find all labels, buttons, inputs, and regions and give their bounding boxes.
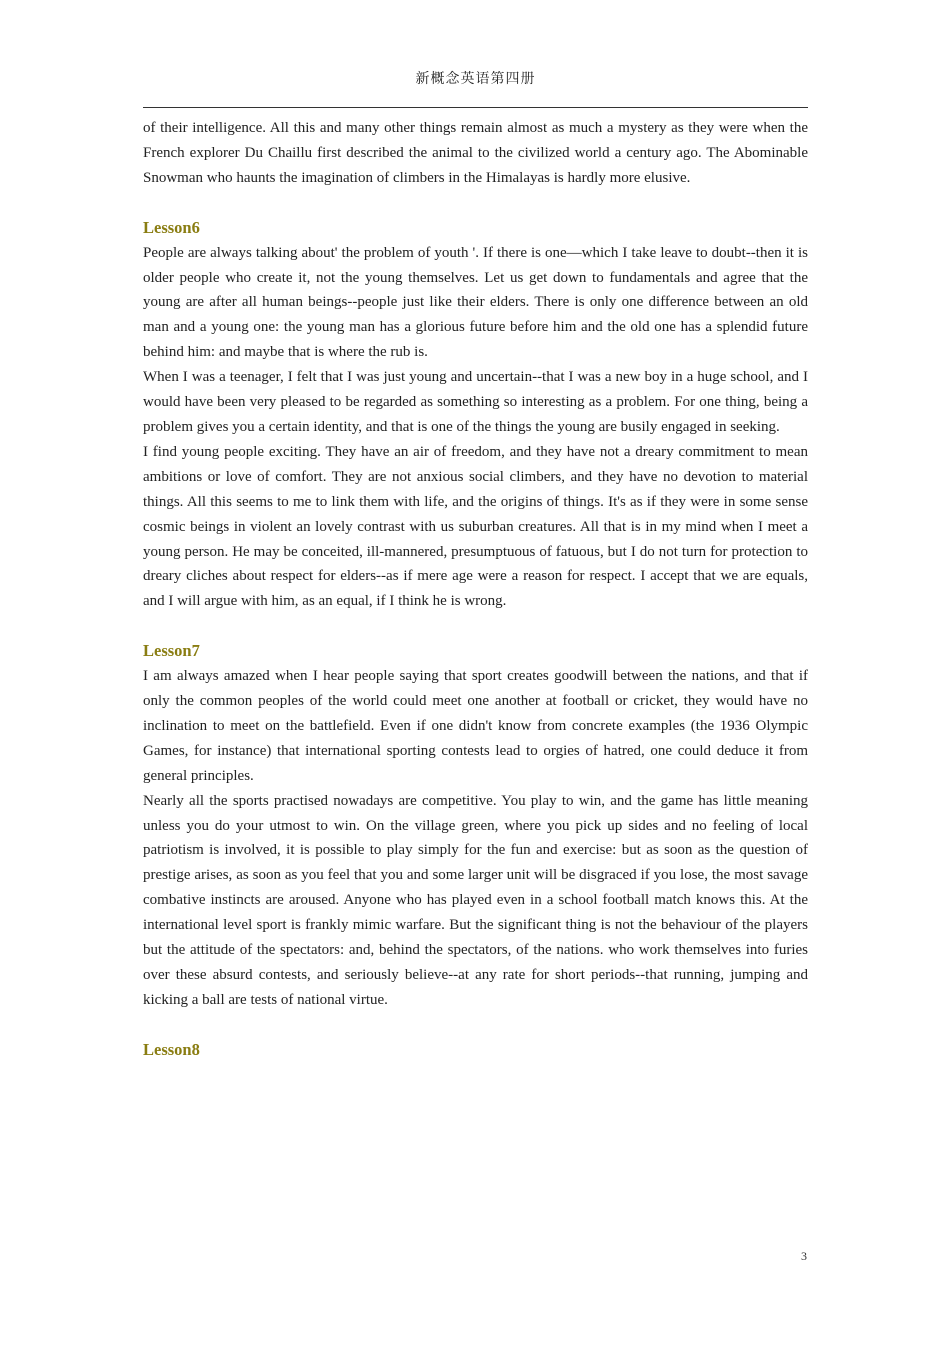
lesson-6-paragraph-3: I find young people exciting. They have an air of freedom, and they have not a dreary commitment to mean ambitions or love of comfort. They are not anxious social climbers, and they have no devotion to material things. All this seems to me to link them with life, and the origins of things. It's as if they were in some sense cosmic beings in violent an lovely contrast with us suburban creatures. All that is in my mind when I meet a young person. He may be conceited, ill-mannered, presumptuous of fatuous, but I do not turn for protection to dreary cliches about respect for elders--as if mere age were a reason for respect. I accept that we are equals, and I will argue with him, as an equal, if I think he is wrong.: [143, 443, 808, 610]
lesson-6-paragraph-1: People are always talking about' the problem of youth '. If there is one—which I take leave to doubt--then it is older people who create it, not the young themselves. Let us get down to fundamentals and agree that the young are after all human beings--people just like their elders. There is only one difference between an old man and a young one: the young man has a glorious future before him and the old one has a splendid future behind him: and maybe that is where the rub is.: [143, 244, 808, 361]
lesson-8-heading: Lesson8: [143, 1039, 200, 1059]
document-body: [143, 116, 808, 1063]
lesson-6-paragraph-2: When I was a teenager, I felt that I was just young and uncertain--that I was a new boy in a huge school, and I would have been very pleased to be regarded as something so interesting as a problem. For one thing, being a problem gives you a certain identity, and that is one of the things the young are busily engaged in seeking.: [143, 369, 808, 435]
lesson-7-heading: Lesson7: [143, 641, 200, 661]
page-number: 3: [801, 1249, 807, 1263]
page-header-title: 新概念英语第四册: [415, 72, 536, 87]
lesson-7-paragraph-2: Nearly all the sports practised nowadays are competitive. You play to win, and the game has little meaning unless you do your utmost to win. On the village green, where you pick up sides and no feeling of local patriotism is involved, it is possible to play simply for the fun and exercise: but as soon as the question of prestige arises, as soon as you feel that you and some larger unit will be disgraced if you lose, the most savage combative instincts are aroused. Anyone who has played even in a school football match knows this. At the international level sport is frankly mimic warfare. But the significant thing is not the behaviour of the players but the attitude of the spectators: and, behind the spectators, of the nations. who work themselves into furies over these absurd contests, and seriously believe--at any rate for short periods--that running, jumping and kicking a ball are tests of national virtue.: [143, 792, 808, 1008]
lesson-6-heading: Lesson6: [143, 217, 200, 237]
intro-paragraph: of their intelligence. All this and many other things remain almost as much a mystery as they were when the French explorer Du Chaillu first described the animal to the civilized world a century ago. The Abominable Snowman who haunts the imagination of climbers in the Himalayas is hardly more elusive.: [143, 120, 808, 186]
header-divider: [143, 107, 808, 108]
lesson-7-paragraph-1: I am always amazed when I hear people saying that sport creates goodwill between the nations, and that if only the common peoples of the world could meet one another at football or cricket, they would have no inclination to meet on the battlefield. Even if one didn't know from concrete examples (the 1936 Olympic Games, for instance) that international sporting contests lead to orgies of hatred, one could deduce it from general principles.: [143, 668, 808, 784]
